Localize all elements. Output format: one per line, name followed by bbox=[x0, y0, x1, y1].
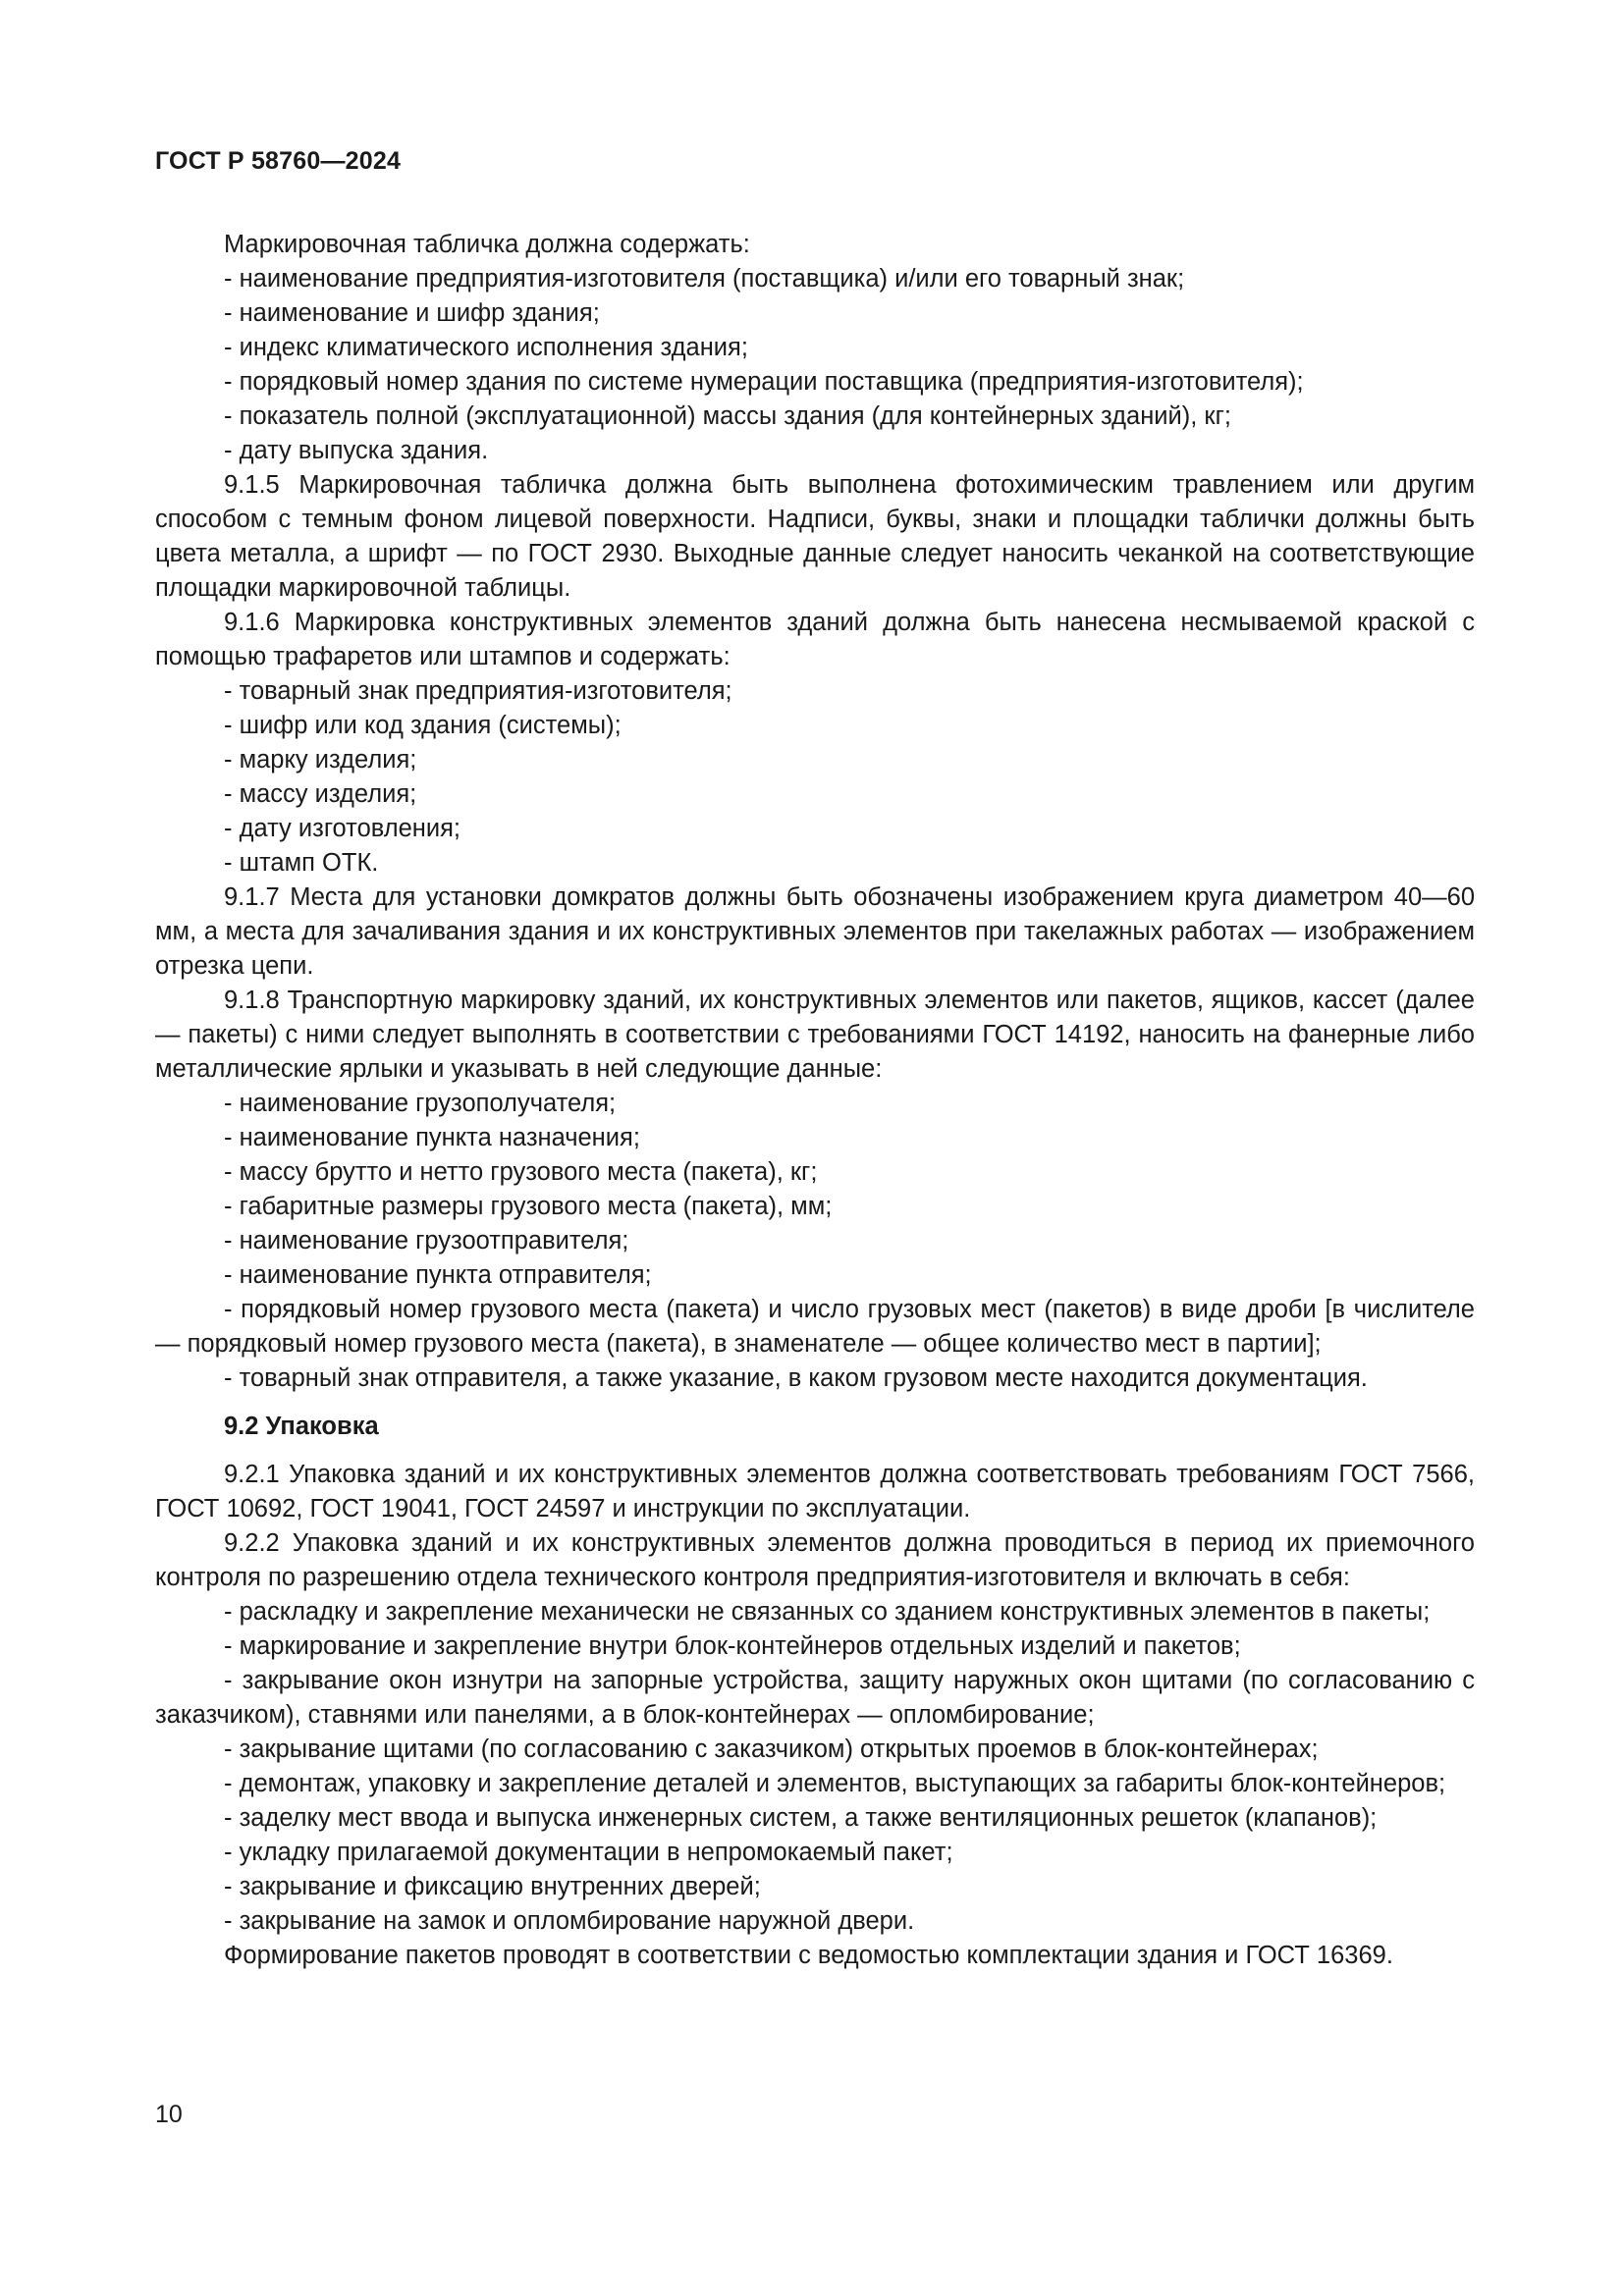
list-item: - наименование пункта отправителя; bbox=[224, 1261, 652, 1289]
list-item: - наименование предприятия-изготовителя (поставщика) и/или его товарный знак; bbox=[224, 265, 1185, 293]
list-item: - закрывание щитами (по согласованию с заказчиком) открытых проемов в блок-контейнерах; bbox=[224, 1735, 1319, 1763]
list-item: - раскладку и закрепление механически не связанных со зданием конструктивных элементов в пакеты; bbox=[224, 1598, 1431, 1626]
list-item: - порядковый номер здания по системе нумерации поставщика (предприятия-изготовителя); bbox=[224, 368, 1304, 396]
list-item: - наименование и шифр здания; bbox=[224, 299, 600, 327]
list-item: - закрывание на замок и опломбирование наружной двери. bbox=[224, 1907, 915, 1935]
list-item: - закрывание и фиксацию внутренних дверей; bbox=[224, 1873, 761, 1900]
list-item: - марку изделия; bbox=[224, 746, 417, 774]
paragraph: 9.1.5 Маркировочная табличка должна быть выполнена фотохимическим травлением или другим способом с темным фоном лицевой поверхности. Надписи, буквы, знаки и площадки таблички должны быть цвета металла, а шрифт — по ГОСТ 2930. Выходные данные следует наносить чеканкой на соответствующие площадки маркировочной таблицы. bbox=[155, 471, 1475, 602]
list-item: - индекс климатического исполнения здания; bbox=[224, 334, 748, 361]
list-item: - шифр или код здания (системы); bbox=[224, 712, 622, 739]
document-body bbox=[155, 228, 1475, 1973]
page-number: 10 bbox=[155, 2101, 183, 2128]
section-heading: 9.2 Упаковка bbox=[224, 1413, 379, 1440]
list-item: - наименование грузоотправителя; bbox=[224, 1227, 629, 1255]
list-item: - дату изготовления; bbox=[224, 815, 460, 842]
list-item: - массу брутто и нетто грузового места (пакета), кг; bbox=[224, 1158, 818, 1186]
list-item: - габаритные размеры грузового места (пакета), мм; bbox=[224, 1193, 833, 1220]
paragraph: Формирование пакетов проводят в соответствии с ведомостью комплектации здания и ГОСТ 16369. bbox=[224, 1942, 1393, 1969]
list-item: - заделку мест ввода и выпуска инженерных систем, а также вентиляционных решеток (клапанов); bbox=[224, 1804, 1378, 1832]
list-item: - закрывание окон изнутри на запорные устройства, защиту наружных окон щитами (по согласованию с заказчиком), ставнями или панелями, а в блок-контейнерах — опломбирование; bbox=[155, 1667, 1475, 1729]
list-item: - товарный знак предприятия-изготовителя; bbox=[224, 677, 732, 705]
list-item: - штамп ОТК. bbox=[224, 849, 379, 877]
paragraph: 9.2.1 Упаковка зданий и их конструктивных элементов должна соответствовать требованиям ГОСТ 7566, ГОСТ 10692, ГОСТ 19041, ГОСТ 24597 и инструкции по эксплуатации. bbox=[155, 1461, 1475, 1522]
list-item: - показатель полной (эксплуатационной) массы здания (для контейнерных зданий), кг; bbox=[224, 402, 1231, 430]
document-code: ГОСТ Р 58760—2024 bbox=[155, 147, 402, 175]
list-item: - наименование пункта назначения; bbox=[224, 1124, 640, 1151]
list-item: - укладку прилагаемой документации в непромокаемый пакет; bbox=[224, 1839, 953, 1866]
list-item: - наименование грузополучателя; bbox=[224, 1090, 617, 1117]
list-item: - массу изделия; bbox=[224, 780, 417, 808]
list-item: - маркирование и закрепление внутри блок-контейнеров отдельных изделий и пакетов; bbox=[224, 1632, 1241, 1660]
paragraph: 9.2.2 Упаковка зданий и их конструктивных элементов должна проводиться в период их приемочного контроля по разрешению отдела технического контроля предприятия-изготовителя и включать в себя: bbox=[155, 1529, 1475, 1591]
paragraph: 9.1.6 Маркировка конструктивных элементов зданий должна быть нанесена несмываемой краской с помощью трафаретов или штампов и содержать: bbox=[155, 609, 1475, 670]
paragraph: 9.1.7 Места для установки домкратов должны быть обозначены изображением круга диаметром 40—60 мм, а места для зачаливания здания и их конструктивных элементов при такелажных работах — изображением отрезка цепи. bbox=[155, 883, 1475, 980]
paragraph: 9.1.8 Транспортную маркировку зданий, их конструктивных элементов или пакетов, ящиков, кассет (далее — пакеты) с ними следует выполнять в соответствии с требованиями ГОСТ 14192, наносить на фанерные либо металлические ярлыки и указывать в ней следующие данные: bbox=[155, 987, 1475, 1083]
list-item: - товарный знак отправителя, а также указание, в каком грузовом месте находится документация. bbox=[224, 1364, 1368, 1392]
list-item: - дату выпуска здания. bbox=[224, 437, 489, 464]
list-item: - порядковый номер грузового места (пакета) и число грузовых мест (пакетов) в виде дроби [в числителе — порядковый номер грузового места (пакета), в знаменателе — общее количество мест в партии]; bbox=[155, 1296, 1475, 1358]
list-item: - демонтаж, упаковку и закрепление деталей и элементов, выступающих за габариты блок-контейнеров; bbox=[224, 1770, 1446, 1797]
paragraph: Маркировочная табличка должна содержать: bbox=[224, 231, 750, 258]
